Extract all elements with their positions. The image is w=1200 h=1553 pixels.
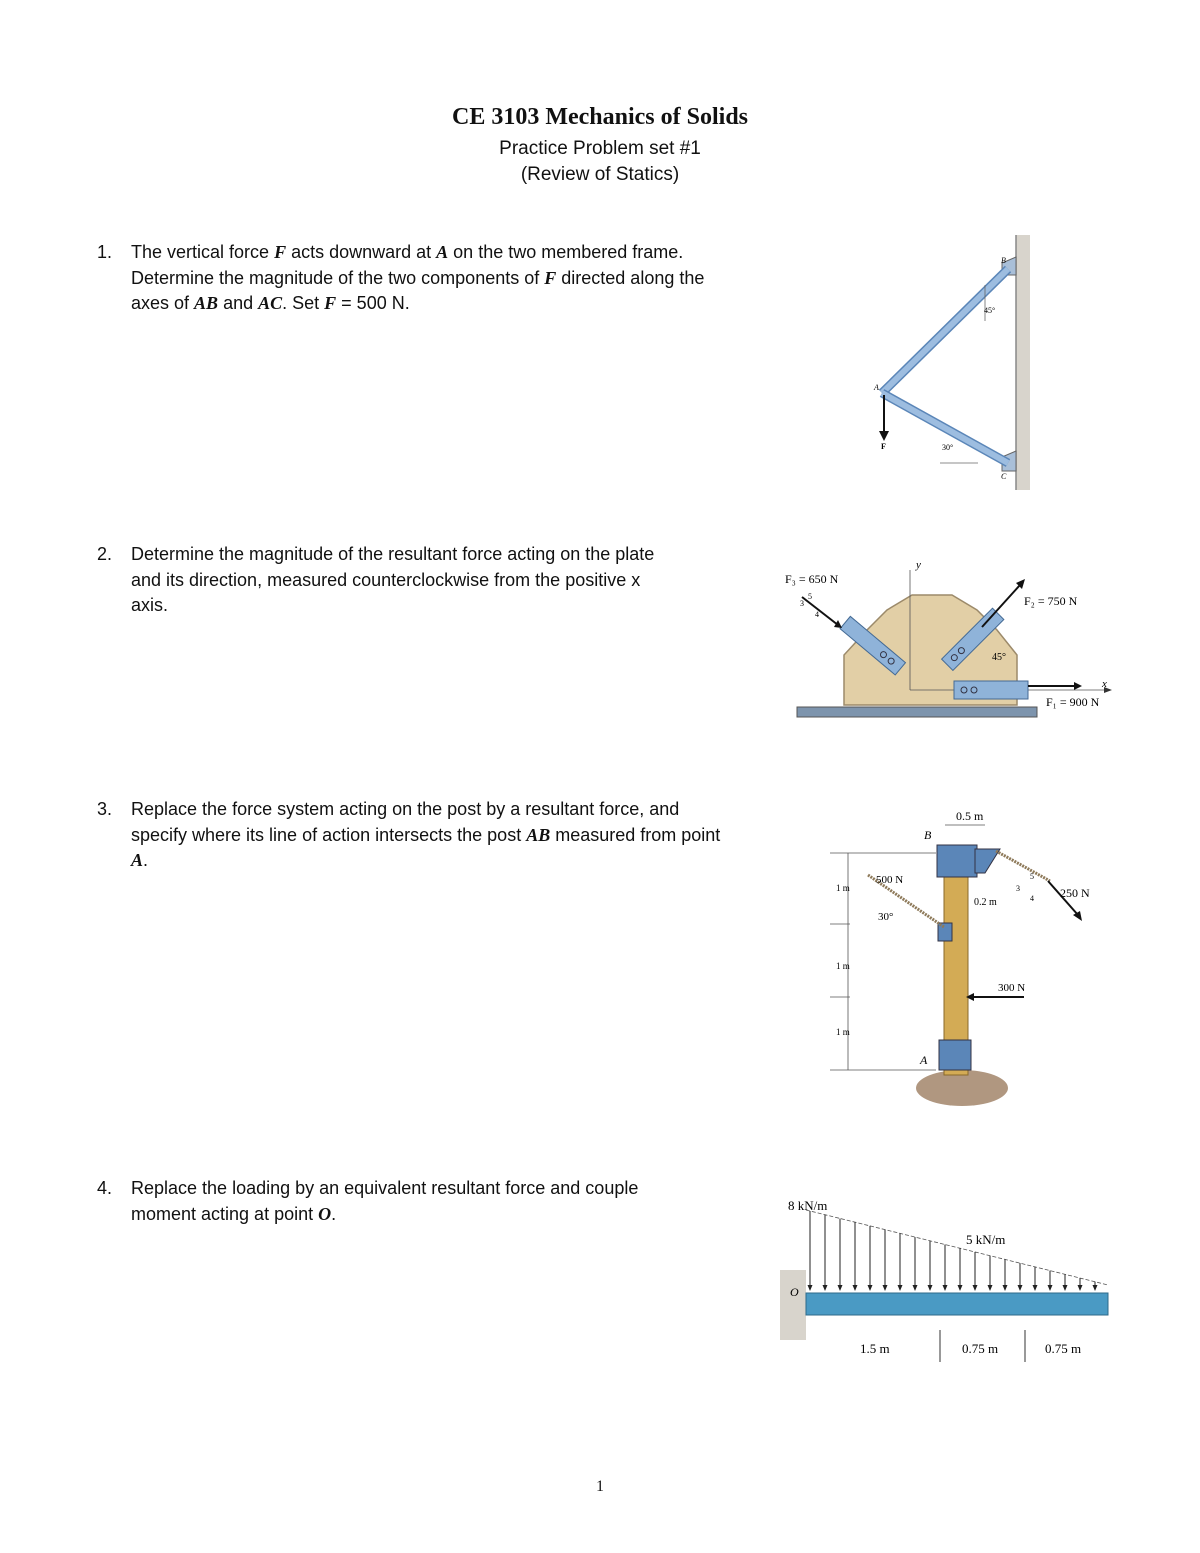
dim-075b: 0.75 m xyxy=(1045,1341,1082,1356)
problem-text: Replace the loading by an equivalent resultant force and couple moment acting at point O. xyxy=(131,1178,639,1224)
problem-text: Determine the magnitude of the resultant force acting on the plate and its direction, measured counterclockwise from the positive x axis. xyxy=(131,544,655,615)
dim-1c: 1 m xyxy=(836,1027,850,1037)
member-f1 xyxy=(954,681,1028,699)
problem-text: Replace the force system acting on the post by a resultant force, and specify where its line of action intersects the post AB measured from point A. xyxy=(131,799,721,870)
load-arrow-head xyxy=(1018,1285,1023,1291)
label-o: O xyxy=(790,1285,799,1299)
slope-3: 3 xyxy=(1016,884,1020,893)
slope-5: 5 xyxy=(1030,872,1034,881)
load-arrow-head xyxy=(943,1285,948,1291)
load-arrow-head xyxy=(853,1285,858,1291)
label-250: 250 N xyxy=(1060,886,1090,900)
dim-1a: 1 m xyxy=(836,883,850,893)
load-arrow-head xyxy=(1003,1285,1008,1291)
load-arrow-head xyxy=(988,1285,993,1291)
load-arrow-head xyxy=(1048,1285,1053,1291)
wall xyxy=(1016,235,1030,490)
label-f1: F₁ = 900 N xyxy=(1046,695,1100,709)
slope-5: 5 xyxy=(808,592,812,601)
label-f2: F₂ = 750 N xyxy=(1024,594,1078,608)
force-f3-arrow xyxy=(802,597,838,625)
load-arrow-head xyxy=(883,1285,888,1291)
load-arrow-head xyxy=(838,1285,843,1291)
label-b: B xyxy=(1001,256,1006,265)
label-y: y xyxy=(916,559,921,571)
slope-4: 4 xyxy=(815,610,819,619)
label-500: 500 N xyxy=(876,874,904,886)
label-8knm: 8 kN/m xyxy=(788,1198,828,1213)
dim-05: 0.5 m xyxy=(956,809,984,823)
distributed-load xyxy=(808,1211,1098,1291)
angle-30: 30° xyxy=(942,443,954,452)
figure-beam xyxy=(780,1190,1120,1370)
slope-3: 3 xyxy=(800,599,804,608)
dim-15: 1.5 m xyxy=(860,1341,890,1356)
page-title: CE 3103 Mechanics of Solids xyxy=(451,104,748,130)
angle-45: 45° xyxy=(984,306,996,315)
figure-frame xyxy=(860,235,1040,495)
page-subtitle: Practice Problem set #1 xyxy=(499,138,701,159)
cable-250 xyxy=(996,851,1050,881)
page-number: 1 xyxy=(596,1478,604,1495)
load-arrow-head xyxy=(1033,1285,1038,1291)
base-plate xyxy=(939,1040,971,1070)
load-arrow-head xyxy=(808,1285,813,1291)
load-arrow-head xyxy=(973,1285,978,1291)
base-rail xyxy=(797,707,1037,717)
problem-3 xyxy=(97,797,737,874)
dim-075a: 0.75 m xyxy=(962,1341,999,1356)
problem-text: The vertical force F acts downward at A on the two membered frame. Determine the magnitude of the two components of F directed along the axes of AB and AC. Set F = 500 N. xyxy=(131,242,705,313)
problem-4 xyxy=(97,1176,697,1227)
load-outline xyxy=(806,1210,1108,1285)
problem-number: 3. xyxy=(97,799,113,819)
label-b: B xyxy=(924,828,932,842)
problem-number: 2. xyxy=(97,544,113,564)
angle-30: 30° xyxy=(878,911,894,923)
label-f: F xyxy=(881,442,886,451)
load-arrow-head xyxy=(958,1285,963,1291)
label-a: A xyxy=(920,1053,928,1067)
problem-1 xyxy=(97,240,737,317)
label-300: 300 N xyxy=(998,982,1026,994)
wall xyxy=(780,1270,806,1340)
load-arrow-head xyxy=(913,1285,918,1291)
problem-number: 4. xyxy=(97,1178,113,1198)
problem-2 xyxy=(97,542,657,619)
load-arrow-head xyxy=(898,1285,903,1291)
load-arrow-head xyxy=(1078,1285,1083,1291)
label-a: A xyxy=(874,383,879,392)
dim-1b: 1 m xyxy=(836,961,850,971)
slope-4: 4 xyxy=(1030,894,1034,903)
beam xyxy=(806,1293,1108,1315)
load-arrow-head xyxy=(823,1285,828,1291)
page-subtitle-2: (Review of Statics) xyxy=(520,164,680,185)
load-arrow-head xyxy=(1063,1285,1068,1291)
label-c: C xyxy=(1001,472,1007,481)
load-arrow-head xyxy=(868,1285,873,1291)
problem-number: 1. xyxy=(97,242,113,262)
load-arrow-head xyxy=(928,1285,933,1291)
label-x: x xyxy=(1102,678,1107,690)
label-f3: F₃ = 650 N xyxy=(785,572,839,586)
cap xyxy=(937,845,977,877)
load-arrow-head xyxy=(1093,1285,1098,1291)
figure-post xyxy=(820,805,1110,1110)
figure-plate xyxy=(782,555,1122,725)
angle-45: 45° xyxy=(992,652,1006,663)
label-5knm: 5 kN/m xyxy=(966,1232,1006,1247)
dim-02: 0.2 m xyxy=(974,897,997,908)
